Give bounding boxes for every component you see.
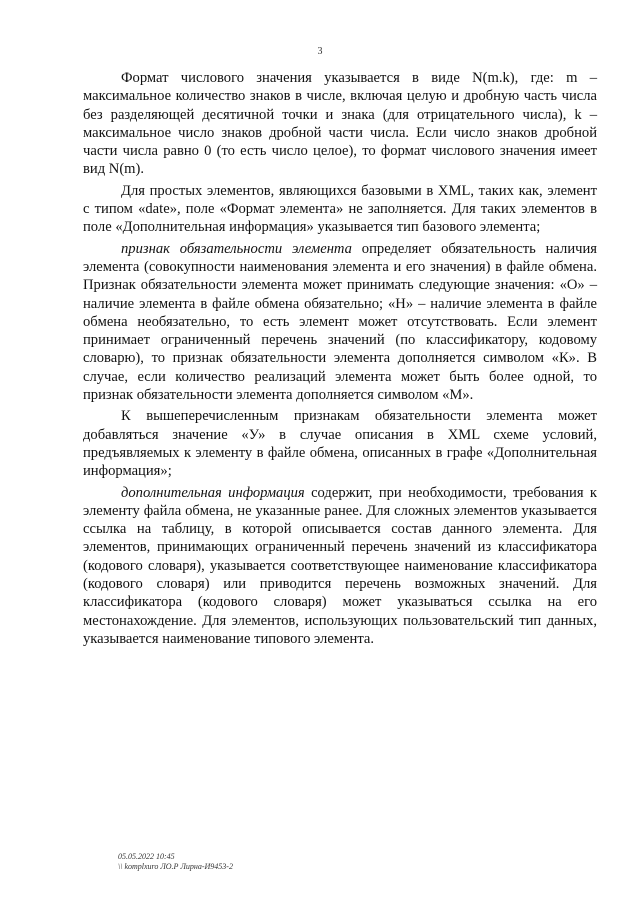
paragraph-text: определяет обязательность наличия элемента (совокупности наименования элемента и его значения) в файле обмена. Признак обязательности элемента может принимать следующие значения: «О» – наличие элемента в файле обмена обязательно; «Н» – наличие элемента в файле обмена необязательно, то есть элемент может отсутствовать. Если элемент принимает ограниченный перечень значений (по классификатору, кодовому словарю), то признак обязательности элемента дополняется символом «К». В случае, если количество реализаций элемента может быть более одной, то признак обязательности элемента дополняется символом «М».	[83, 240, 597, 404]
paragraph	[83, 69, 597, 179]
paragraph-text: Для простых элементов, являющихся базовыми в XML, таких как, элемент с типом «date», поле «Формат элемента» не заполняется. Для таких элементов в поле «Дополнительная информация» указывается тип базового элемента;	[83, 182, 597, 236]
page-number: 3	[317, 46, 323, 57]
paragraph	[83, 240, 597, 405]
document-body	[83, 69, 597, 648]
paragraph-text: К вышеперечисленным признакам обязательности элемента может добавляться значение «У» в случае описания в XML схеме условий, предъявляемых к элементу в файле обмена, описанных в графе «Дополнительная информация»;	[83, 408, 597, 480]
paragraph	[83, 484, 597, 649]
print-footer	[118, 852, 233, 872]
paragraph-text: содержит, при необходимости, требования к элементу файла обмена, не указанные ранее. Для сложных элементов указывается ссылка на таблицу, в которой описывается состав данного элемента. Для элементов, принимающих ограниченный перечень значений из классификатора (кодового словаря), указывается соответствующее наименование классификатора (кодового словаря) или приводится перечень возможных значений. Для классификатора (кодового словаря) может указываться ссылка на его местонахождение. Для элементов, использующих пользовательский тип данных, указывается наименование типового элемента.	[83, 484, 597, 647]
footer-file-path: \\ komplxuro ЛО.Р Лирна-И9453-2	[118, 862, 233, 871]
paragraph-italic-term: признак обязательности элемента	[121, 240, 352, 257]
paragraph-text: Формат числового значения указывается в виде N(m.k), где: m – максимальное количество знаков в числе, включая целую и дробную часть числа без разделяющей десятичной точки и знака (для отрицательного числа), k – максимальное число знаков дробной части числа. Если число знаков дробной части числа равно 0 (то есть число целое), то формат числового значения имеет вид N(m).	[83, 70, 597, 178]
footer-timestamp: 05.05.2022 10:45	[118, 852, 175, 861]
paragraph-italic-term: дополнительная информация	[121, 484, 305, 501]
paragraph	[83, 182, 597, 237]
paragraph	[83, 407, 597, 480]
